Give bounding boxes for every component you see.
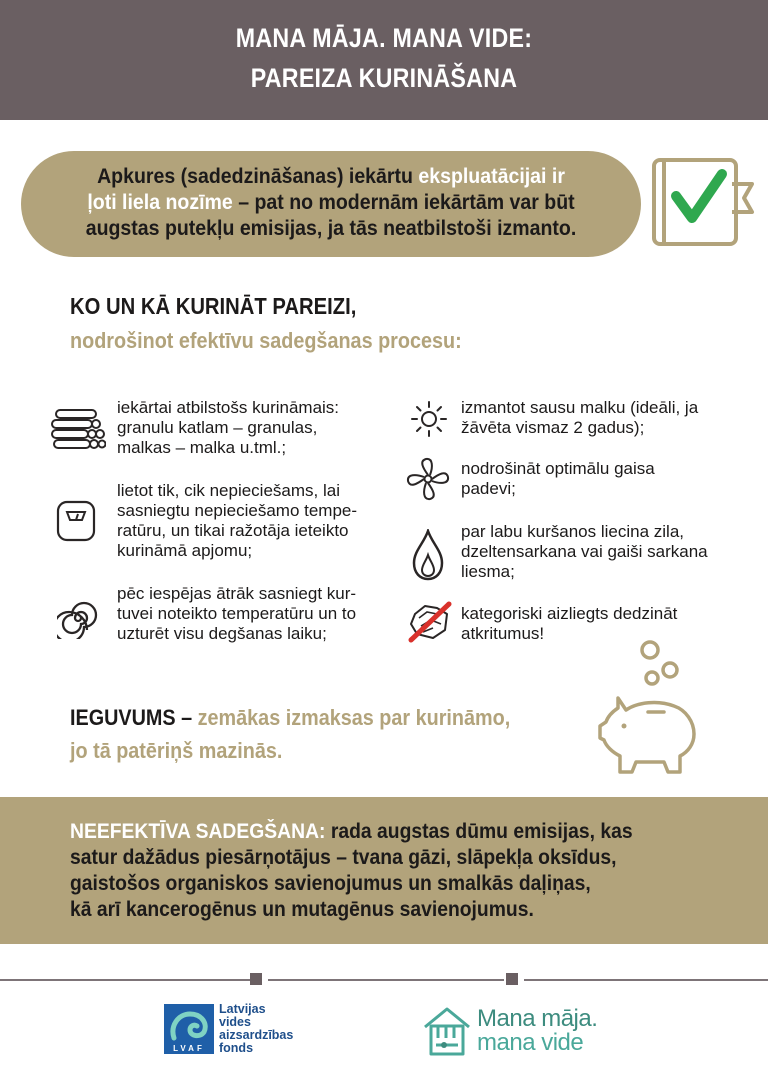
footer-divider-middle	[268, 979, 504, 981]
lvaf-name-line: Latvijas	[219, 1002, 266, 1016]
benefit-dash: –	[175, 705, 198, 730]
benefit-text-1: zemākas izmaksas par kurināmo,	[197, 705, 511, 730]
tip-flame-line: liesma;	[461, 562, 515, 581]
tip-flame-line: par labu kuršanos liecina zila,	[461, 522, 685, 541]
tip-amount-line: kurināmā apjomu;	[117, 541, 253, 560]
tip-temperature-line: uzturēt visu degšanas laiku;	[117, 624, 327, 643]
mana-maja-house-logo	[422, 1005, 472, 1057]
lvaf-logo	[164, 1004, 214, 1054]
tip-no-waste-line: atkritumus!	[461, 624, 545, 643]
tip-fuel-line: iekārtai atbilstošs kurināmais:	[117, 398, 340, 417]
mana-maja-wordmark	[477, 1007, 597, 1055]
tip-amount-line: sasniegtu nepieciešamo tempe-	[117, 501, 358, 520]
footer-divider-square	[250, 973, 262, 985]
footer-divider-left	[0, 979, 250, 981]
tip-air-supply-line: padevi;	[461, 479, 516, 498]
warning-band	[0, 797, 768, 944]
warning-line2: satur dažādus piesārņotājus – tvana gāzi, slāpekļa oksīdus,	[70, 846, 617, 869]
intro-highlight-2: ļoti liela nozīme	[87, 191, 233, 214]
tip-fuel	[117, 398, 339, 458]
header-title-line2: PAREIZA KURINĀŠANA	[250, 63, 518, 93]
tip-flame-line: dzeltensarkana vai gaiši sarkana	[461, 542, 708, 561]
lvaf-name-line: vides	[219, 1015, 251, 1029]
section-title: KO UN KĀ KURINĀT PAREIZI,	[70, 293, 357, 319]
firewood-icon	[50, 408, 106, 450]
benefit-line2: jo tā patēriņš mazinās.	[70, 738, 283, 763]
warning-text	[70, 819, 633, 923]
tip-fuel-line: malkas – malka u.tml.;	[117, 438, 287, 457]
checkbook-icon	[648, 156, 758, 250]
mana-maja-line1: Mana māja.	[477, 1005, 598, 1032]
intro-line1	[43, 164, 620, 190]
tip-temperature-line: pēc iespējas ātrāk sasniegt kur-	[117, 584, 357, 603]
intro-text-1: Apkures (sadedzināšanas) iekārtu	[97, 165, 419, 188]
mana-maja-line2: mana vide	[477, 1029, 584, 1056]
lvaf-initials: LVAF	[173, 1044, 205, 1053]
warning-line3: gaistošos organiskos savienojumus un smalkās daļiņas,	[70, 872, 591, 895]
intro-text-2: – pat no modernām iekārtām var būt	[232, 191, 575, 214]
piggy-bank-icon	[598, 640, 702, 778]
no-waste-icon	[407, 600, 453, 644]
tip-amount	[117, 481, 357, 561]
warning-line1: rada augstas dūmu emisijas, kas	[325, 820, 633, 843]
benefit-line1	[70, 701, 510, 734]
intro-line2	[43, 190, 620, 216]
tip-amount-line: ratūru, un tikai ražotāja ieteikto	[117, 521, 349, 540]
warning-label: NEEFEKTĪVA SADEGŠANA:	[70, 820, 326, 843]
tip-no-waste	[461, 604, 677, 644]
tip-flame	[461, 522, 708, 582]
intro-line3: augstas putekļu emisijas, ja tās neatbilstoši izmanto.	[85, 217, 577, 240]
tip-air-supply	[461, 459, 655, 499]
flame-icon	[412, 529, 444, 581]
lvaf-name	[219, 1003, 293, 1055]
warning-line4: kā arī kancerogēnus un mutagēnus savienojumus.	[70, 898, 534, 921]
footer-divider-right	[524, 979, 768, 981]
lvaf-name-line: aizsardzības	[219, 1028, 294, 1042]
fan-icon	[405, 456, 451, 502]
lvaf-name-line: fonds	[219, 1041, 254, 1055]
benefit-text	[70, 701, 510, 767]
tip-dry-wood	[461, 398, 698, 438]
sun-icon	[410, 400, 448, 438]
tip-no-waste-line: kategoriski aizliegts dedzināt	[461, 604, 678, 623]
tip-dry-wood-line: žāvēta vismaz 2 gadus);	[461, 418, 645, 437]
intro-pill	[21, 151, 641, 257]
thermostat-icon	[56, 500, 96, 542]
tip-temperature-line: tuvei noteikto temperatūru un to	[117, 604, 357, 623]
spiral-icon	[57, 597, 99, 639]
footer-divider-square	[506, 973, 518, 985]
benefit-label: IEGUVUMS	[70, 705, 176, 730]
section-subtitle: nodrošinot efektīvu sadegšanas procesu:	[70, 328, 462, 353]
tip-amount-line: lietot tik, cik nepieciešams, lai	[117, 481, 340, 500]
tip-dry-wood-line: izmantot sausu malku (ideāli, ja	[461, 398, 699, 417]
header-title-line1: MANA MĀJA. MANA VIDE:	[235, 23, 533, 53]
intro-highlight-1: ekspluatācijai ir	[418, 165, 565, 188]
tip-fuel-line: granulu katlam – granulas,	[117, 418, 318, 437]
header-banner	[0, 0, 768, 120]
tip-air-supply-line: nodrošināt optimālu gaisa	[461, 459, 655, 478]
tip-temperature	[117, 584, 356, 644]
